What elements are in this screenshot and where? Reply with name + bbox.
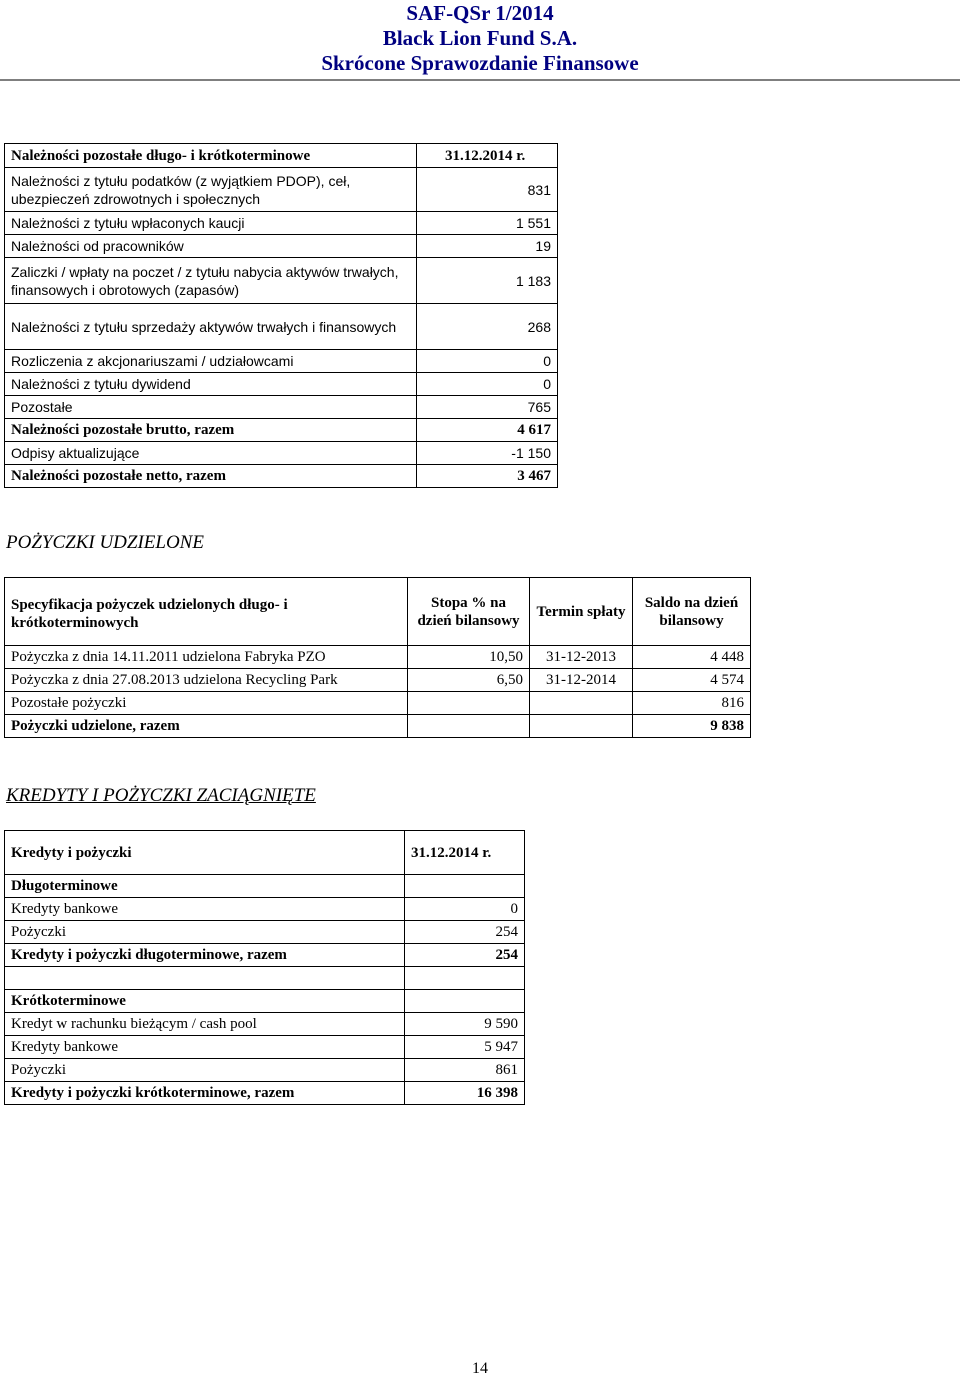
table-row <box>5 235 558 258</box>
row-label: Należności z tytułu dywidend <box>5 373 417 396</box>
row-label: Pożyczki <box>5 1059 405 1082</box>
empty-cell <box>5 967 405 990</box>
row-value: 254 <box>405 921 525 944</box>
table-header-row <box>5 578 751 646</box>
row-value: 765 <box>417 396 558 419</box>
row-value: -1 150 <box>417 442 558 465</box>
loans-given-title: POŻYCZKI UDZIELONE <box>6 532 204 553</box>
credits-table <box>4 830 525 1105</box>
group-heading-row <box>5 990 525 1013</box>
row-label: Należności z tytułu sprzedaży aktywów trwałych i finansowych <box>5 304 417 350</box>
table-row <box>5 212 558 235</box>
row-value: 268 <box>417 304 558 350</box>
long-term-heading: Długoterminowe <box>5 875 405 898</box>
col-spec-header: Specyfikacja pożyczek udzielonych długo- i krótkoterminowych <box>5 578 408 646</box>
table-row <box>5 304 558 350</box>
table-row <box>5 396 558 419</box>
table-row <box>5 921 525 944</box>
table-row <box>5 168 558 212</box>
loan-balance: 4 448 <box>633 646 751 669</box>
row-label: Zaliczki / wpłaty na poczet / z tytułu nabycia aktywów trwałych, finansowych i obrotowych (zapasów) <box>5 258 417 304</box>
report-title: Skrócone Sprawozdanie Finansowe <box>321 51 639 75</box>
total-row <box>5 715 751 738</box>
row-label: Pozostałe <box>5 396 417 419</box>
loan-balance: 816 <box>633 692 751 715</box>
row-label: Należności od pracowników <box>5 235 417 258</box>
document-header <box>0 0 960 76</box>
row-label: Kredyty i pożyczki długoterminowe, razem <box>5 944 405 967</box>
row-value: 3 467 <box>417 465 558 488</box>
total-row <box>5 944 525 967</box>
loan-term <box>530 692 633 715</box>
empty-cell <box>405 967 525 990</box>
spacer-row <box>5 967 525 990</box>
receivables-table <box>4 143 558 488</box>
page-number: 14 <box>472 1360 488 1377</box>
table-row <box>5 898 525 921</box>
row-label: Należności pozostałe netto, razem <box>5 465 417 488</box>
report-code: SAF-QSr 1/2014 <box>406 1 554 25</box>
table-row <box>5 350 558 373</box>
row-label: Należności z tytułu wpłaconych kaucji <box>5 212 417 235</box>
row-label: Kredyty i pożyczki krótkoterminowe, razem <box>5 1082 405 1105</box>
loan-rate <box>408 692 530 715</box>
row-label: Rozliczenia z akcjonariuszami / udziałowcami <box>5 350 417 373</box>
loan-balance: 4 574 <box>633 669 751 692</box>
row-value: 19 <box>417 235 558 258</box>
row-label: Kredyty bankowe <box>5 1036 405 1059</box>
row-value: 1 183 <box>417 258 558 304</box>
group-heading-row <box>5 875 525 898</box>
loan-spec: Pożyczka z dnia 27.08.2013 udzielona Recycling Park <box>5 669 408 692</box>
table-row <box>5 373 558 396</box>
table-row <box>5 1036 525 1059</box>
table-row <box>5 669 751 692</box>
col-term-header: Termin spłaty <box>530 578 633 646</box>
loan-balance: 9 838 <box>633 715 751 738</box>
row-label: Pożyczki <box>5 921 405 944</box>
loans-given-table <box>4 577 751 738</box>
receivables-heading: Należności pozostałe długo- i krótkoterminowe <box>5 144 417 168</box>
receivables-date-header: 31.12.2014 r. <box>417 144 558 168</box>
empty-cell <box>405 990 525 1013</box>
loan-term: 31-12-2014 <box>530 669 633 692</box>
table-header-row <box>5 831 525 875</box>
col-label-header: Kredyty i pożyczki <box>5 831 405 875</box>
table-row <box>5 1013 525 1036</box>
header-divider <box>0 79 960 81</box>
row-value: 1 551 <box>417 212 558 235</box>
row-value: 5 947 <box>405 1036 525 1059</box>
loan-spec: Pożyczka z dnia 14.11.2011 udzielona Fabryka PZO <box>5 646 408 669</box>
col-date-header: 31.12.2014 r. <box>405 831 525 875</box>
row-label: Odpisy aktualizujące <box>5 442 417 465</box>
row-value: 0 <box>417 373 558 396</box>
row-value: 16 398 <box>405 1082 525 1105</box>
row-value: 0 <box>405 898 525 921</box>
row-value: 254 <box>405 944 525 967</box>
total-row <box>5 465 558 488</box>
row-label: Należności pozostałe brutto, razem <box>5 419 417 442</box>
short-term-heading: Krótkoterminowe <box>5 990 405 1013</box>
row-value: 861 <box>405 1059 525 1082</box>
table-row <box>5 1059 525 1082</box>
col-balance-header: Saldo na dzień bilansowy <box>633 578 751 646</box>
total-row <box>5 1082 525 1105</box>
row-label: Kredyty bankowe <box>5 898 405 921</box>
loan-rate: 10,50 <box>408 646 530 669</box>
company-name: Black Lion Fund S.A. <box>382 26 578 50</box>
loan-spec: Pożyczki udzielone, razem <box>5 715 408 738</box>
row-value: 4 617 <box>417 419 558 442</box>
col-rate-header: Stopa % na dzień bilansowy <box>408 578 530 646</box>
row-value: 831 <box>417 168 558 212</box>
table-header-row <box>5 144 558 168</box>
loan-term <box>530 715 633 738</box>
table-row <box>5 442 558 465</box>
row-label: Kredyt w rachunku bieżącym / cash pool <box>5 1013 405 1036</box>
table-row <box>5 692 751 715</box>
total-row <box>5 419 558 442</box>
loan-spec: Pozostałe pożyczki <box>5 692 408 715</box>
empty-cell <box>405 875 525 898</box>
row-value: 0 <box>417 350 558 373</box>
table-row <box>5 258 558 304</box>
loan-rate <box>408 715 530 738</box>
row-label: Należności z tytułu podatków (z wyjątkiem PDOP), ceł, ubezpieczeń zdrowotnych i społecznych <box>5 168 417 212</box>
loan-rate: 6,50 <box>408 669 530 692</box>
credits-title: KREDYTY I POŻYCZKI ZACIĄGNIĘTE <box>6 785 316 806</box>
loan-term: 31-12-2013 <box>530 646 633 669</box>
table-row <box>5 646 751 669</box>
row-value: 9 590 <box>405 1013 525 1036</box>
